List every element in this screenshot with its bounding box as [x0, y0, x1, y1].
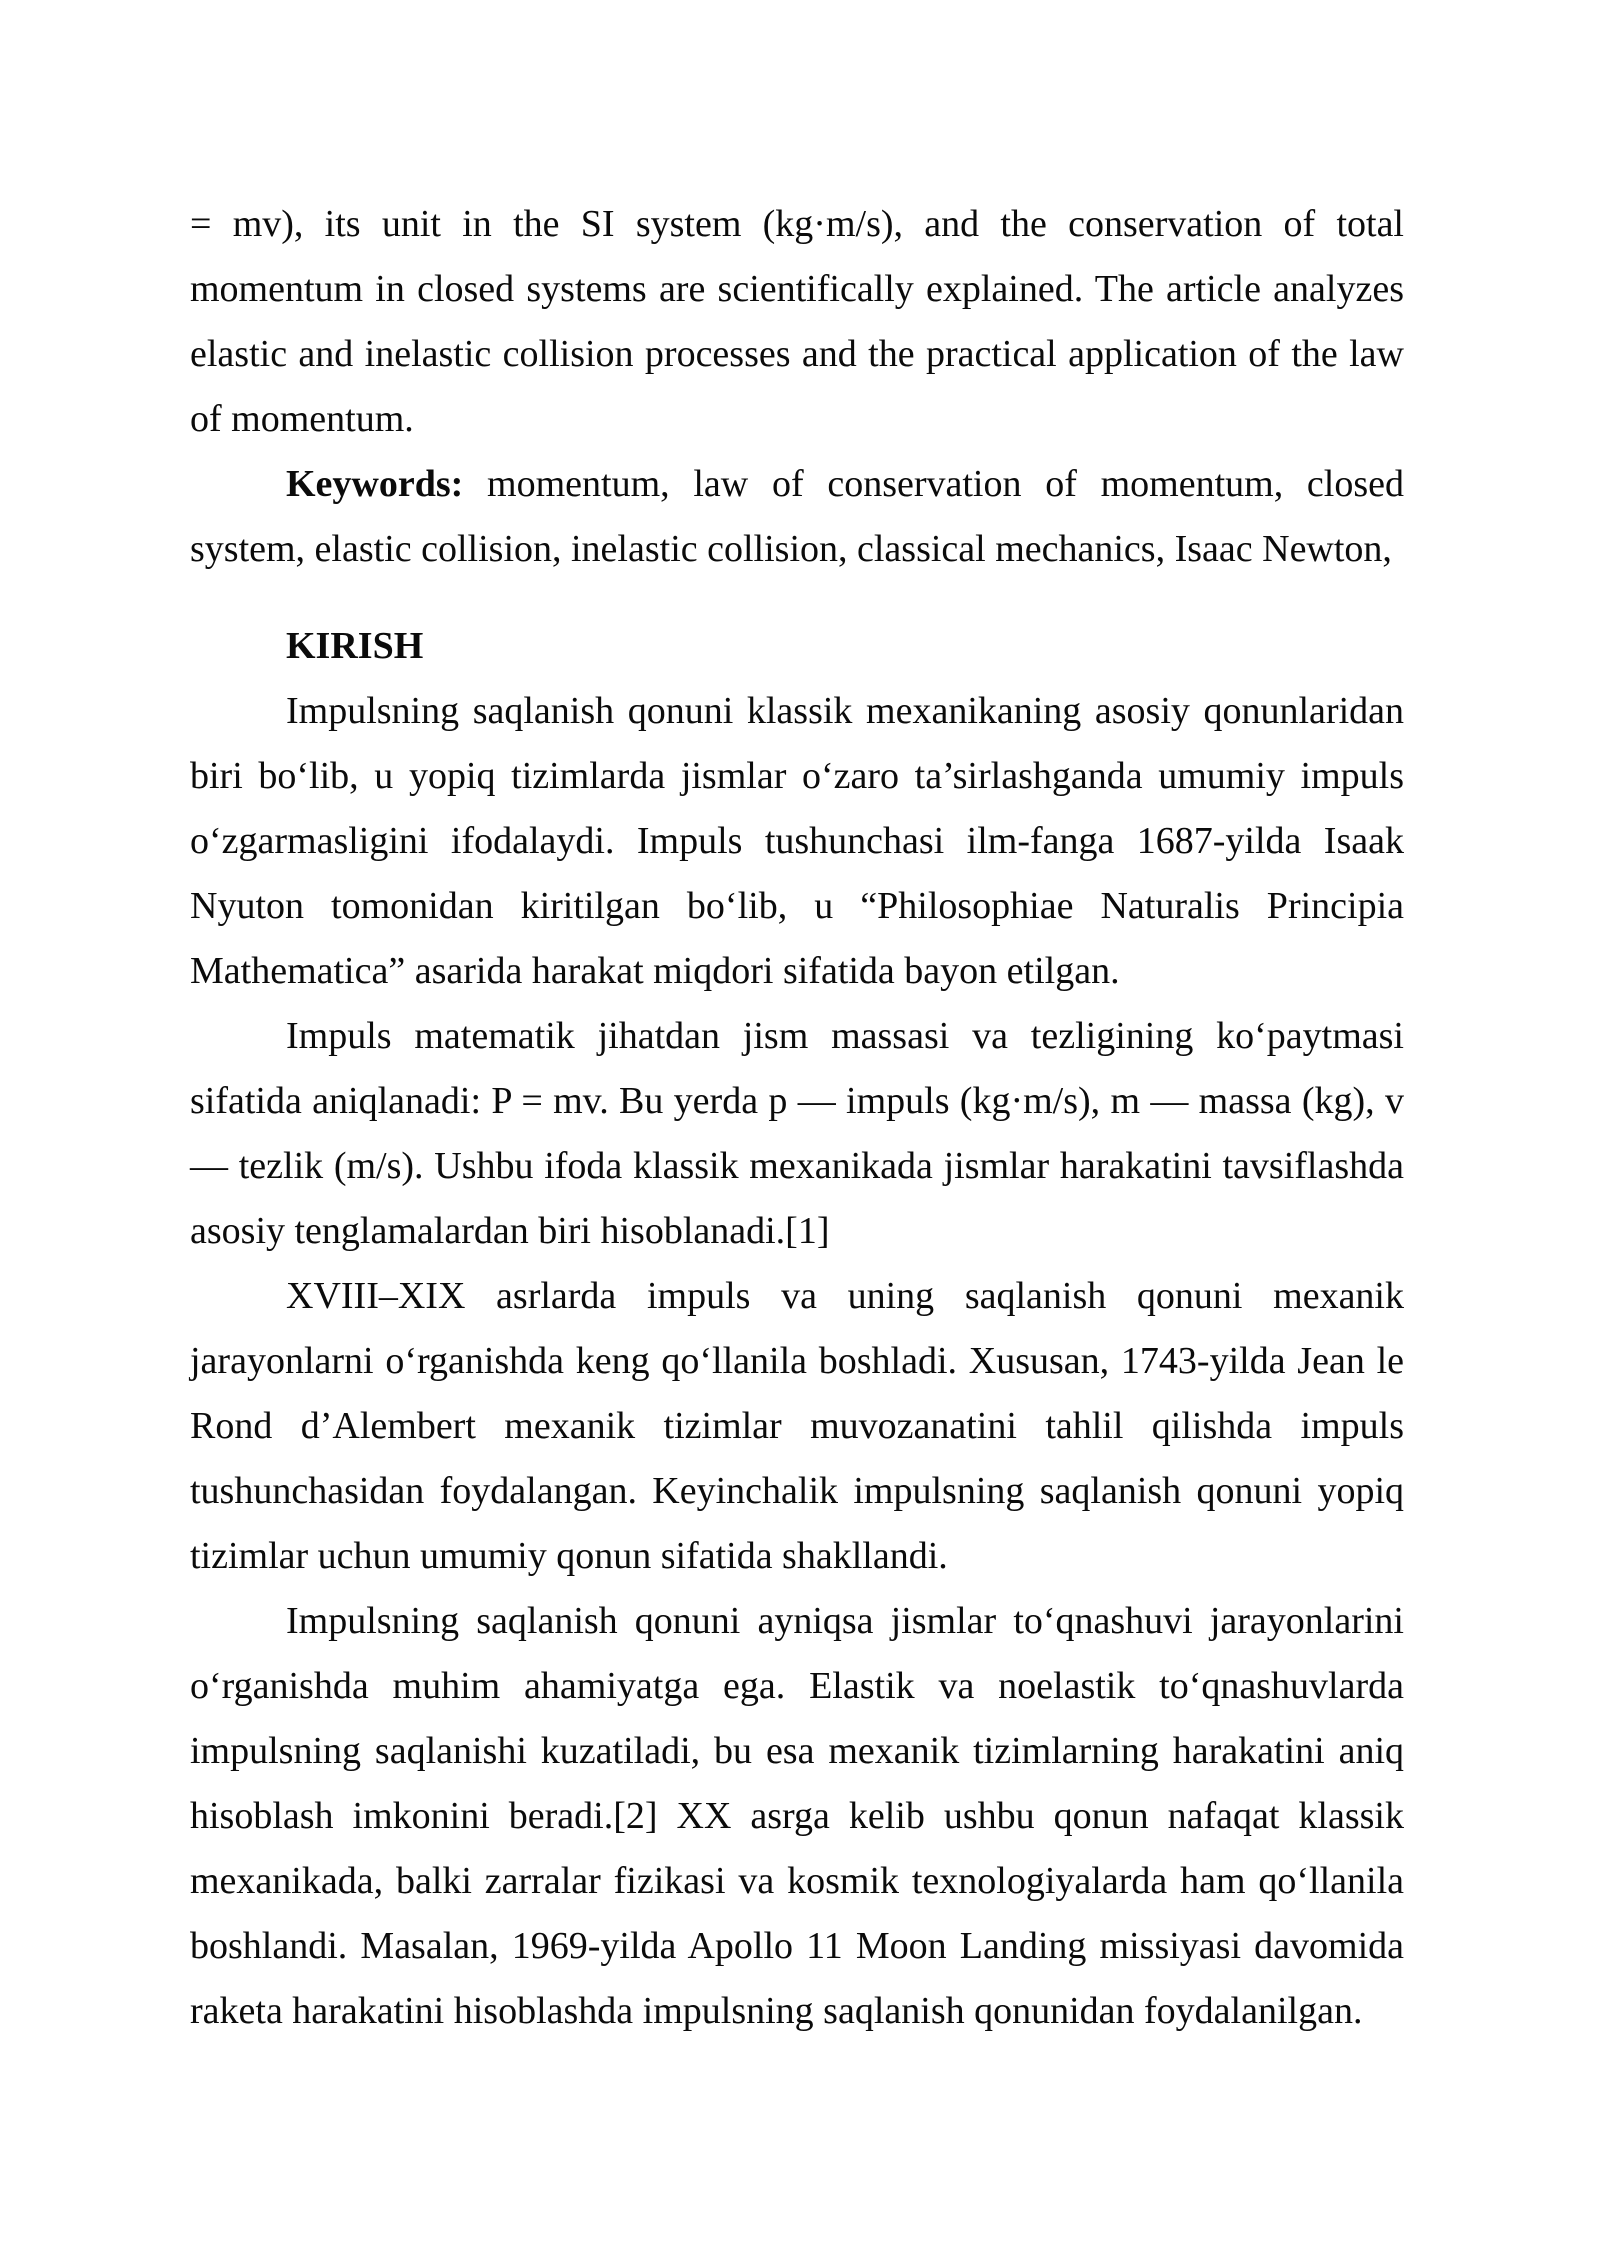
- paragraph-intro-4: Impulsning saqlanish qonuni ayniqsa jismlar to‘qnashuvi jarayonlarini o‘rganishda muhim ahamiyatga ega. Elastik va noelastik to‘qnashuvlarda impulsning saqlanishi kuzatiladi, bu esa mexanik tizimlarning harakatini aniq hisoblash imkonini beradi.[2] XX asrga kelib ushbu qonun nafaqat klassik mexanikada, balki zarralar fizikasi va kosmik texnologiyalarda ham qo‘llanila boshlandi. Masalan, 1969-yilda Apollo 11 Moon Landing missiyasi davomida raketa harakatini hisoblashda impulsning saqlanish qonunidan foydalanilgan.: [190, 1600, 1404, 2032]
- paragraph-intro-2: Impuls matematik jihatdan jism massasi va tezligining ko‘paytmasi sifatida aniqlanadi: P = mv. Bu yerda p — impuls (kg·m/s), m — massa (kg), v — tezlik (m/s). Ushbu ifoda klassik mexanikada jismlar harakatini tavsiflashda asosiy tenglamalardan biri hisoblanadi.[1]: [190, 1015, 1404, 1252]
- paragraph-intro-1: Impulsning saqlanish qonuni klassik mexanikaning asosiy qonunlaridan biri bo‘lib, u yopiq tizimlarda jismlar o‘zaro ta’sirlashganda umumiy impuls o‘zgarmasligini ifodalaydi. Impuls tushunchasi ilm-fanga 1687-yilda Isaak Nyuton tomonidan kiritilgan bo‘lib, u “Philosophiae Naturalis Principia Mathematica” asarida harakat miqdori sifatida bayon etilgan.: [190, 690, 1404, 992]
- keywords-text: momentum, law of conservation of momentum, closed system, elastic collision, inelastic collision, classical mechanics, Isaac Newton,: [190, 463, 1404, 570]
- heading-kirish: KIRISH: [286, 625, 424, 667]
- keywords-label: Keywords:: [286, 463, 464, 505]
- paragraph-intro-3: XVIII–XIX asrlarda impuls va uning saqlanish qonuni mexanik jarayonlarni o‘rganishda keng qo‘llanila boshladi. Xususan, 1743-yilda Jean le Rond d’Alembert mexanik tizimlar muvozanatini tahlil qilishda impuls tushunchasidan foydalangan. Keyinchalik impulsning saqlanish qonuni yopiq tizimlar uchun umumiy qonun sifatida shakllandi.: [190, 1275, 1404, 1577]
- paragraph-keywords: [190, 452, 1404, 582]
- paragraph-abstract-continuation: = mv), its unit in the SI system (kg·m/s), and the conservation of total momentum in closed systems are scientifically explained. The article analyzes elastic and inelastic collision processes and the practical application of the law of momentum.: [190, 203, 1404, 440]
